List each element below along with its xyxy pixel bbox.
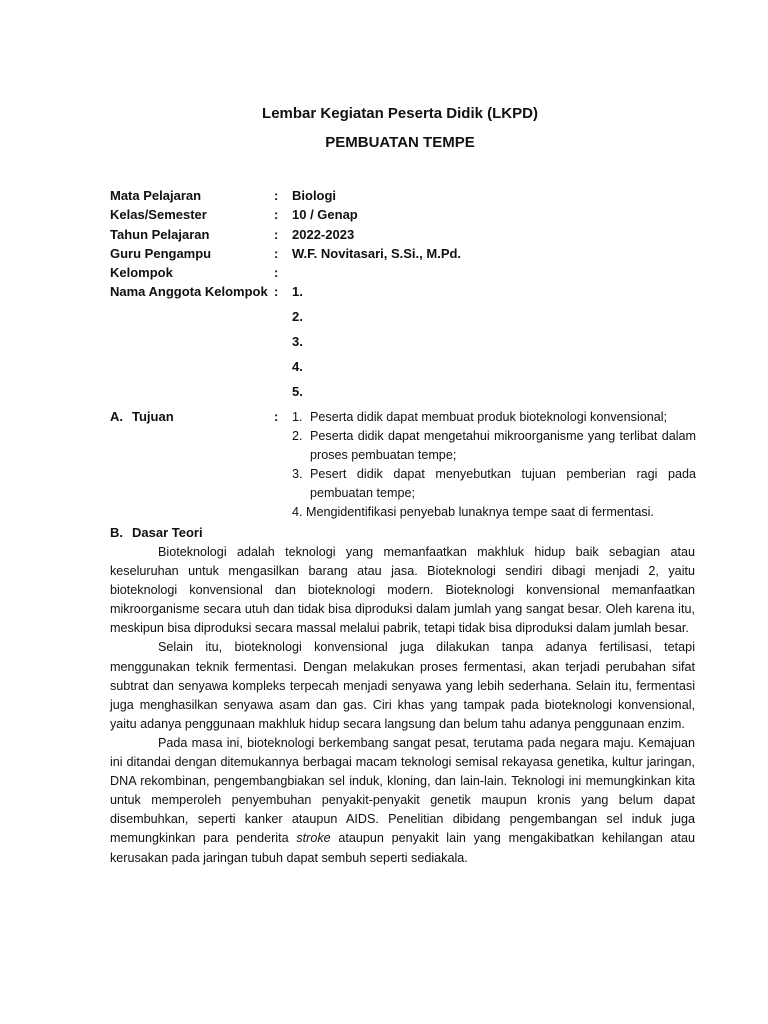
goal-number: 3. bbox=[292, 467, 303, 481]
info-label: Mata Pelajaran bbox=[110, 188, 202, 203]
info-label: Kelas/Semester bbox=[110, 207, 207, 223]
info-value: 10 / Genap bbox=[292, 207, 358, 223]
section-b-heading bbox=[110, 525, 203, 540]
goal-list bbox=[292, 408, 696, 522]
info-label: Tahun Pelajaran bbox=[110, 226, 210, 242]
info-colon: : bbox=[274, 226, 279, 242]
goal-item bbox=[292, 465, 696, 503]
info-row-teacher bbox=[110, 244, 700, 263]
goal-item bbox=[292, 427, 696, 465]
section-a-colon: : bbox=[274, 409, 279, 424]
section-letter: B. bbox=[110, 525, 123, 540]
goal-text: Peserta didik dapat mengetahui mikroorganisme yang terlibat dalam proses pembuatan tempe; bbox=[310, 429, 696, 462]
goal-item bbox=[292, 408, 696, 427]
section-title: Dasar Teori bbox=[132, 525, 203, 540]
section-a-heading bbox=[110, 409, 174, 424]
goal-number: 1. bbox=[292, 410, 303, 424]
info-label: Nama Anggota Kelompok bbox=[110, 284, 268, 300]
goal-number: 2. bbox=[292, 429, 303, 443]
paragraph bbox=[110, 734, 695, 868]
section-title: Tujuan bbox=[132, 409, 174, 424]
info-row-group bbox=[110, 263, 700, 282]
theory-body bbox=[110, 543, 695, 868]
paragraph-text: Pada masa ini, bioteknologi berkembang sangat pesat, terutama pada negara maju. Kemajuan ini ditandai dengan ditemukannya berbagai macam teknologi semisal rekayasa genetika, kultur jaringan, DNA rekombinan, pengembangbiakan sel induk, kloning, dan lain-lain. Teknologi ini memungkinkan kita untuk memperoleh penyembuhan penyakit-penyakit genetik maupun kronis yang belum dapat disembuhkan, seperti kanker ataupun AIDS. Penelitian dibidang pengembangan sel induk juga memungkinkan para penderita bbox=[110, 735, 695, 846]
info-row-subject bbox=[110, 186, 700, 205]
paragraph-text: ataupun penyakit lain yang mengakibatkan kehilangan atau kerusakan pada jaringan tubuh dapat sembuh seperti sediakala. bbox=[110, 831, 695, 865]
goal-item-last: 4. Mengidentifikasi penyebab lunaknya tempe saat di fermentasi. bbox=[292, 505, 654, 519]
emphasis-text: stroke bbox=[296, 831, 331, 846]
info-label: Kelompok bbox=[110, 265, 173, 281]
info-row-year bbox=[110, 225, 700, 244]
info-colon: : bbox=[274, 245, 279, 261]
info-row-class bbox=[110, 205, 700, 224]
info-value: 2022-2023 bbox=[292, 226, 355, 242]
info-value: Biologi bbox=[292, 188, 337, 203]
goal-text: Pesert didik dapat menyebutkan tujuan pemberian ragi pada pembuatan tempe; bbox=[310, 467, 696, 500]
member-list bbox=[292, 307, 303, 407]
info-row-members bbox=[110, 282, 700, 301]
goal-text: Peserta didik dapat membuat produk bioteknologi konvensional; bbox=[310, 410, 668, 424]
member-number: 4. bbox=[292, 359, 303, 374]
member-number: 2. bbox=[292, 309, 303, 324]
info-colon: : bbox=[274, 188, 279, 203]
info-label: Guru Pengampu bbox=[110, 245, 212, 261]
member-number: 5. bbox=[292, 384, 303, 399]
paragraph: Selain itu, bioteknologi konvensional juga dilakukan tanpa adanya fertilisasi, tetapi menggunakan teknik fermentasi. Dengan melakukan proses fermentasi, akan terjadi perubahan sifat subtrat dan senyawa kompleks terpecah menjadi senyawa yang lebih sederhana. Selain itu, fermentasi juga menghasilkan senyawa asam dan gas. Ciri khas yang tampak pada bioteknologi konvensional, yaitu adanya penggunaan makhluk hidup secara langsung dan belum tahu adanya penggunaan enzim. bbox=[110, 640, 695, 731]
section-letter: A. bbox=[110, 409, 123, 424]
paragraph: Bioteknologi adalah teknologi yang memanfaatkan makhluk hidup baik sebagian atau keseluruhan untuk mengasilkan barang atau jasa. Bioteknologi sendiri dibagi menjadi 2, yaitu bioteknologi konvensional dan bioteknologi modern. Bioteknologi konvensional memanfaatkan mikroorganisme secara utuh dan tidak bisa diproduksi dalam jumlah yang sangat besar. Oleh karena itu, meskipun bisa diproduksi secara massal melalui pabrik, tetapi tidak bisa diproduksi dalam jumlah besar. bbox=[110, 545, 695, 636]
info-colon: : bbox=[274, 284, 279, 300]
info-colon: : bbox=[274, 207, 279, 223]
info-table bbox=[110, 186, 700, 302]
member-number: 3. bbox=[292, 334, 303, 349]
document-title: Lembar Kegiatan Peserta Didik (LKPD) bbox=[262, 105, 538, 122]
info-value: 1. bbox=[292, 284, 303, 300]
info-colon: : bbox=[274, 265, 279, 281]
info-value: W.F. Novitasari, S.Si., M.Pd. bbox=[292, 245, 462, 261]
document-subtitle: PEMBUATAN TEMPE bbox=[325, 134, 475, 151]
